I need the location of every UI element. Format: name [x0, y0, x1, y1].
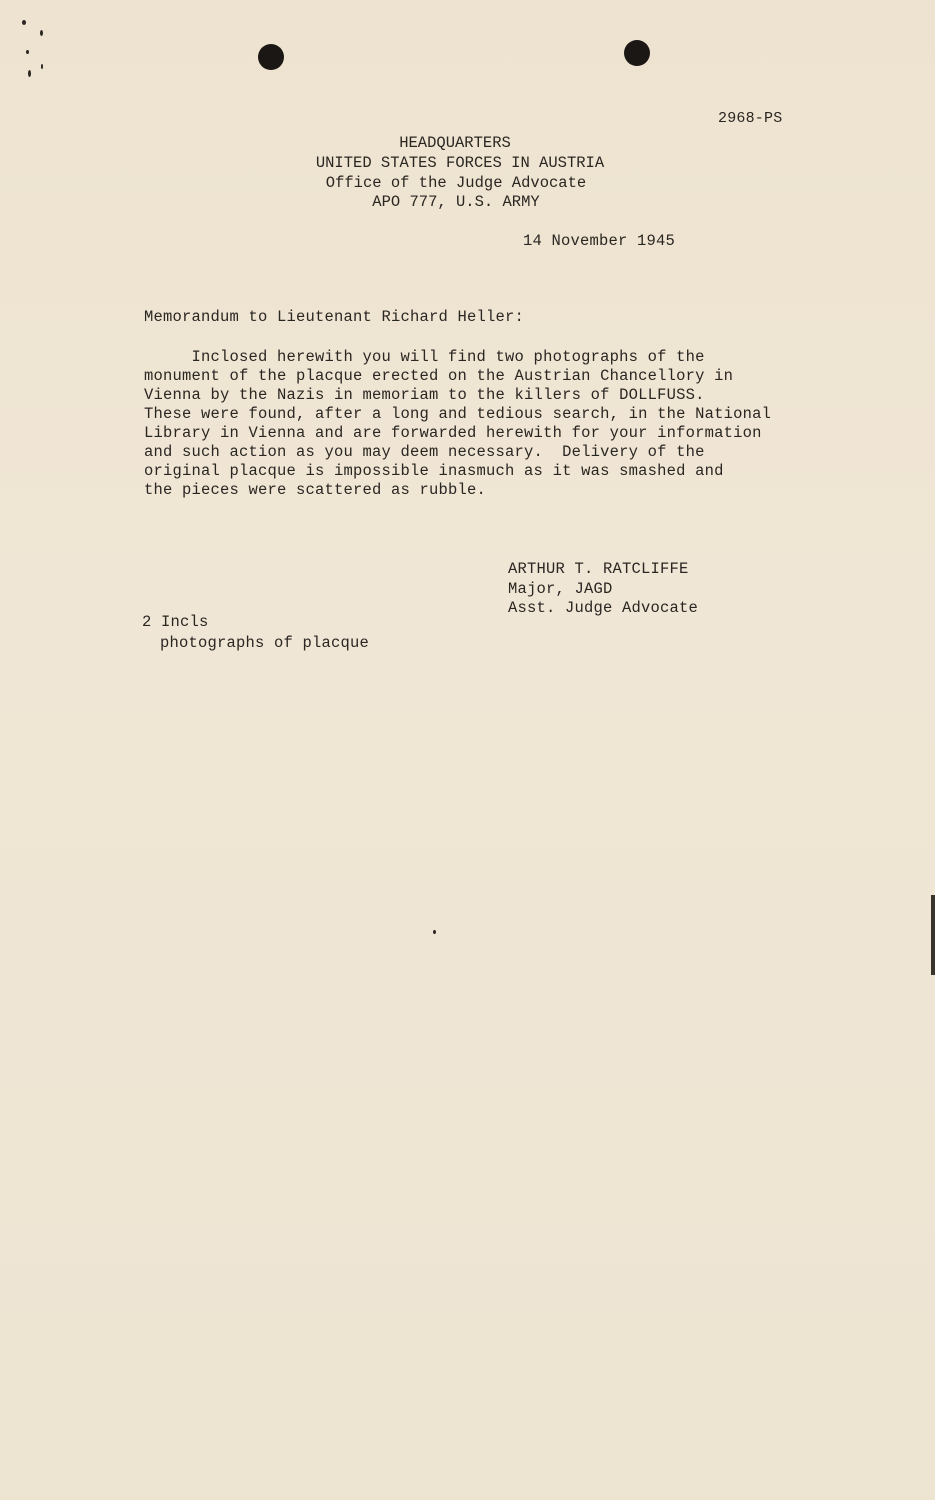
signature-title: Asst. Judge Advocate — [508, 599, 699, 617]
punch-hole-left — [258, 44, 284, 70]
inclosures-description: photographs of placque — [160, 634, 370, 652]
body-line: the pieces were scattered as rubble. — [144, 481, 487, 499]
letterhead-line-1: HEADQUARTERS — [399, 134, 511, 152]
body-line: Library in Vienna and are forwarded herewith for your information — [144, 424, 762, 442]
margin-speck — [28, 70, 31, 77]
body-line: Vienna by the Nazis in memoriam to the killers of DOLLFUSS. — [144, 386, 705, 404]
body-line: and such action as you may deem necessary. Delivery of the — [144, 443, 705, 461]
signature-name: ARTHUR T. RATCLIFFE — [508, 560, 689, 578]
memo-date: 14 November 1945 — [523, 232, 676, 250]
margin-speck — [40, 30, 43, 36]
punch-hole-right — [624, 40, 650, 66]
body-line: original placque is impossible inasmuch as it was smashed and — [144, 462, 724, 480]
letterhead-line-2: UNITED STATES FORCES IN AUSTRIA — [315, 154, 605, 172]
margin-speck — [433, 930, 436, 934]
margin-speck — [41, 64, 43, 69]
body-line: monument of the placque erected on the Austrian Chancellory in — [144, 367, 734, 385]
body-line: These were found, after a long and tedious search, in the National — [144, 405, 772, 423]
letterhead-line-4: APO 777, U.S. ARMY — [372, 193, 540, 211]
body-line: Inclosed herewith you will find two photographs of the — [144, 348, 705, 366]
memo-salutation: Memorandum to Lieutenant Richard Heller: — [144, 308, 525, 326]
right-edge-mark — [931, 895, 935, 975]
inclosures-count: 2 Incls — [142, 613, 209, 631]
margin-speck — [22, 20, 26, 25]
document-number: 2968-PS — [718, 110, 783, 127]
signature-rank: Major, JAGD — [508, 580, 613, 598]
letterhead-line-3: Office of the Judge Advocate — [325, 174, 587, 192]
margin-speck — [26, 50, 29, 54]
